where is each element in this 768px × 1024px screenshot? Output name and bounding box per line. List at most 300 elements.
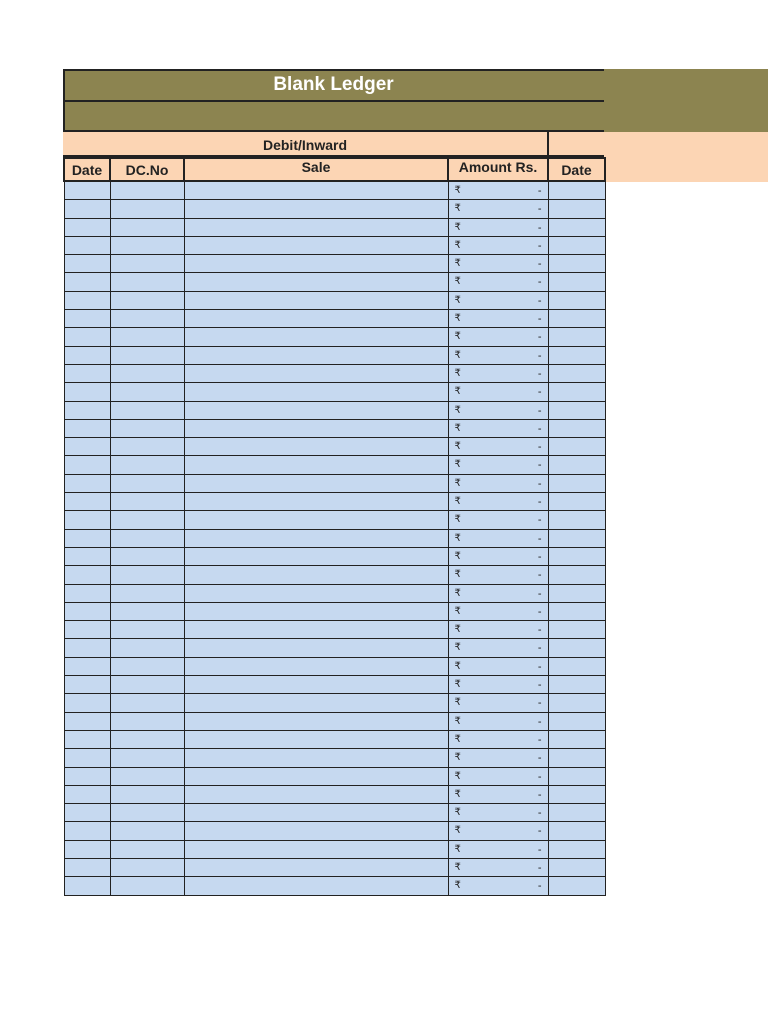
amount-value: - <box>537 185 542 197</box>
ledger-rows <box>64 181 605 895</box>
table-row <box>64 291 605 309</box>
sale-cell[interactable] <box>184 401 448 419</box>
sale-cell[interactable] <box>184 438 448 456</box>
table-row <box>64 401 605 419</box>
date-2-cell[interactable] <box>548 291 605 309</box>
dc-no-cell[interactable] <box>110 877 184 895</box>
amount-value: - <box>537 752 542 765</box>
section-heading: Debit/Inward <box>262 137 347 153</box>
sale-cell[interactable] <box>184 749 448 767</box>
ledger-title-row <box>63 72 768 98</box>
amount-cell[interactable] <box>448 200 548 218</box>
amount-cell[interactable] <box>448 273 548 291</box>
dc-no-cell[interactable] <box>110 218 184 236</box>
rupee-symbol: ₹ <box>454 294 461 306</box>
dc-no-cell[interactable] <box>110 547 184 565</box>
date-2-cell[interactable] <box>548 840 605 858</box>
amount-cell[interactable] <box>448 858 548 876</box>
dc-no-cell[interactable] <box>110 804 184 822</box>
date-cell[interactable] <box>64 547 110 565</box>
amount-cell[interactable] <box>448 547 548 565</box>
rupee-symbol: ₹ <box>454 788 461 800</box>
rupee-symbol: ₹ <box>454 569 461 581</box>
sale-cell[interactable] <box>184 730 448 748</box>
date-2-cell[interactable] <box>548 822 605 840</box>
date-cell[interactable] <box>64 529 110 547</box>
date-cell[interactable] <box>64 767 110 785</box>
amount-cell[interactable] <box>448 438 548 456</box>
sale-cell[interactable] <box>184 310 448 328</box>
sale-cell[interactable] <box>184 566 448 584</box>
amount-cell[interactable] <box>448 712 548 730</box>
date-cell[interactable] <box>64 676 110 694</box>
sale-cell[interactable] <box>184 639 448 657</box>
table-row <box>64 456 605 474</box>
sale-cell[interactable] <box>184 694 448 712</box>
date-cell[interactable] <box>64 840 110 858</box>
sale-cell[interactable] <box>184 602 448 620</box>
dc-no-cell[interactable] <box>110 474 184 492</box>
ledger-title: Blank Ledger <box>273 74 394 95</box>
sale-cell[interactable] <box>184 858 448 876</box>
amount-cell[interactable] <box>448 639 548 657</box>
date-2-cell[interactable] <box>548 621 605 639</box>
dc-no-cell[interactable] <box>110 383 184 401</box>
sale-cell[interactable] <box>184 547 448 565</box>
amount-value: - <box>537 496 542 509</box>
date-2-cell[interactable] <box>548 584 605 602</box>
table-row <box>64 547 605 565</box>
amount-cell[interactable] <box>448 529 548 547</box>
rupee-symbol: ₹ <box>454 367 461 379</box>
sale-cell[interactable] <box>184 804 448 822</box>
rupee-symbol: ₹ <box>454 733 461 745</box>
date-cell[interactable] <box>64 712 110 730</box>
date-2-cell[interactable] <box>548 877 605 895</box>
dc-no-cell[interactable] <box>110 694 184 712</box>
sale-cell[interactable] <box>184 181 448 200</box>
rupee-symbol: ₹ <box>454 843 461 855</box>
column-header-date-2: Date <box>548 158 605 181</box>
table-row <box>64 566 605 584</box>
sale-cell[interactable] <box>184 236 448 254</box>
dc-no-cell[interactable] <box>110 822 184 840</box>
date-2-cell[interactable] <box>548 493 605 511</box>
table-row <box>64 511 605 529</box>
table-row <box>64 840 605 858</box>
amount-cell[interactable] <box>448 456 548 474</box>
amount-cell[interactable] <box>448 493 548 511</box>
amount-cell[interactable] <box>448 749 548 767</box>
rupee-symbol: ₹ <box>454 752 461 764</box>
date-cell[interactable] <box>64 328 110 346</box>
rupee-symbol: ₹ <box>454 697 461 709</box>
amount-value: - <box>537 660 542 673</box>
date-2-cell[interactable] <box>548 346 605 364</box>
dc-no-cell[interactable] <box>110 255 184 273</box>
amount-value: - <box>537 294 542 307</box>
date-cell[interactable] <box>64 602 110 620</box>
sale-cell[interactable] <box>184 676 448 694</box>
dc-no-cell[interactable] <box>110 236 184 254</box>
title-divider <box>63 100 604 102</box>
amount-cell[interactable] <box>448 419 548 437</box>
dc-no-cell[interactable] <box>110 657 184 675</box>
date-2-cell[interactable] <box>548 694 605 712</box>
amount-cell[interactable] <box>448 566 548 584</box>
sale-cell[interactable] <box>184 767 448 785</box>
sale-cell[interactable] <box>184 511 448 529</box>
dc-no-cell[interactable] <box>110 858 184 876</box>
amount-value: - <box>537 843 542 856</box>
dc-no-cell[interactable] <box>110 712 184 730</box>
amount-value: - <box>537 770 542 783</box>
dc-no-cell[interactable] <box>110 529 184 547</box>
date-cell[interactable] <box>64 877 110 895</box>
table-row <box>64 602 605 620</box>
date-cell[interactable] <box>64 493 110 511</box>
amount-value: - <box>537 258 542 271</box>
date-2-cell[interactable] <box>548 676 605 694</box>
amount-cell[interactable] <box>448 657 548 675</box>
date-cell[interactable] <box>64 273 110 291</box>
sale-cell[interactable] <box>184 657 448 675</box>
amount-value: - <box>537 679 542 692</box>
date-cell[interactable] <box>64 218 110 236</box>
rupee-symbol: ₹ <box>454 221 461 233</box>
table-row <box>64 273 605 291</box>
amount-cell[interactable] <box>448 218 548 236</box>
sale-cell[interactable] <box>184 346 448 364</box>
table-row <box>64 858 605 876</box>
dc-no-cell[interactable] <box>110 639 184 657</box>
rupee-symbol: ₹ <box>454 496 461 508</box>
date-2-cell[interactable] <box>548 328 605 346</box>
dc-no-cell[interactable] <box>110 456 184 474</box>
sale-cell[interactable] <box>184 419 448 437</box>
date-cell[interactable] <box>64 346 110 364</box>
dc-no-cell[interactable] <box>110 676 184 694</box>
date-cell[interactable] <box>64 785 110 803</box>
date-2-cell[interactable] <box>548 730 605 748</box>
date-2-cell[interactable] <box>548 566 605 584</box>
date-cell[interactable] <box>64 310 110 328</box>
rupee-symbol: ₹ <box>454 660 461 672</box>
amount-value: - <box>537 349 542 362</box>
date-2-cell[interactable] <box>548 273 605 291</box>
table-row <box>64 383 605 401</box>
sale-cell[interactable] <box>184 364 448 382</box>
dc-no-cell[interactable] <box>110 291 184 309</box>
table-row <box>64 200 605 218</box>
amount-cell[interactable] <box>448 822 548 840</box>
date-2-cell[interactable] <box>548 218 605 236</box>
amount-value: - <box>537 825 542 838</box>
date-cell[interactable] <box>64 181 110 200</box>
rupee-symbol: ₹ <box>454 422 461 434</box>
date-cell[interactable] <box>64 858 110 876</box>
sale-cell[interactable] <box>184 712 448 730</box>
date-cell[interactable] <box>64 511 110 529</box>
dc-no-cell[interactable] <box>110 584 184 602</box>
date-cell[interactable] <box>64 401 110 419</box>
sale-cell[interactable] <box>184 529 448 547</box>
date-2-cell[interactable] <box>548 547 605 565</box>
rupee-symbol: ₹ <box>454 185 461 196</box>
amount-cell[interactable] <box>448 785 548 803</box>
column-header-date: Date <box>64 158 110 181</box>
amount-value: - <box>537 386 542 399</box>
table-row <box>64 181 605 200</box>
dc-no-cell[interactable] <box>110 200 184 218</box>
table-row <box>64 218 605 236</box>
table-row <box>64 804 605 822</box>
table-row <box>64 236 605 254</box>
dc-no-cell[interactable] <box>110 749 184 767</box>
rupee-symbol: ₹ <box>454 642 461 654</box>
table-row <box>64 364 605 382</box>
date-cell[interactable] <box>64 749 110 767</box>
table-row <box>64 657 605 675</box>
dc-no-cell[interactable] <box>110 767 184 785</box>
amount-value: - <box>537 239 542 252</box>
date-cell[interactable] <box>64 822 110 840</box>
table-row <box>64 749 605 767</box>
table-row <box>64 328 605 346</box>
date-cell[interactable] <box>64 657 110 675</box>
date-2-cell[interactable] <box>548 804 605 822</box>
amount-value: - <box>537 788 542 801</box>
table-row <box>64 438 605 456</box>
date-cell[interactable] <box>64 364 110 382</box>
sale-cell[interactable] <box>184 584 448 602</box>
date-cell[interactable] <box>64 255 110 273</box>
amount-value: - <box>537 715 542 728</box>
rupee-symbol: ₹ <box>454 605 461 617</box>
date-2-cell[interactable] <box>548 181 605 200</box>
date-2-cell[interactable] <box>548 383 605 401</box>
sale-cell[interactable] <box>184 785 448 803</box>
amount-value: - <box>537 221 542 234</box>
amount-cell[interactable] <box>448 694 548 712</box>
amount-cell[interactable] <box>448 328 548 346</box>
date-2-cell[interactable] <box>548 438 605 456</box>
date-2-cell[interactable] <box>548 657 605 675</box>
date-2-cell[interactable] <box>548 858 605 876</box>
amount-value: - <box>537 569 542 582</box>
amount-value: - <box>537 807 542 820</box>
date-2-cell[interactable] <box>548 639 605 657</box>
dc-no-cell[interactable] <box>110 419 184 437</box>
table-row <box>64 419 605 437</box>
date-2-cell[interactable] <box>548 310 605 328</box>
rupee-symbol: ₹ <box>454 404 461 416</box>
rupee-symbol: ₹ <box>454 477 461 489</box>
dc-no-cell[interactable] <box>110 346 184 364</box>
amount-value: - <box>537 605 542 618</box>
rupee-symbol: ₹ <box>454 532 461 544</box>
rupee-symbol: ₹ <box>454 459 461 471</box>
date-cell[interactable] <box>64 804 110 822</box>
dc-no-cell[interactable] <box>110 840 184 858</box>
sale-cell[interactable] <box>184 255 448 273</box>
date-2-cell[interactable] <box>548 749 605 767</box>
rupee-symbol: ₹ <box>454 349 461 361</box>
rupee-symbol: ₹ <box>454 239 461 251</box>
amount-cell[interactable] <box>448 511 548 529</box>
date-2-cell[interactable] <box>548 712 605 730</box>
table-row <box>64 474 605 492</box>
sale-cell[interactable] <box>184 474 448 492</box>
amount-cell[interactable] <box>448 767 548 785</box>
table-row <box>64 822 605 840</box>
date-cell[interactable] <box>64 236 110 254</box>
table-row <box>64 877 605 895</box>
date-cell[interactable] <box>64 200 110 218</box>
date-2-cell[interactable] <box>548 529 605 547</box>
sale-cell[interactable] <box>184 877 448 895</box>
date-cell[interactable] <box>64 621 110 639</box>
date-2-cell[interactable] <box>548 511 605 529</box>
amount-cell[interactable] <box>448 255 548 273</box>
amount-cell[interactable] <box>448 621 548 639</box>
date-cell[interactable] <box>64 566 110 584</box>
dc-no-cell[interactable] <box>110 401 184 419</box>
date-cell[interactable] <box>64 456 110 474</box>
sale-cell[interactable] <box>184 621 448 639</box>
amount-value: - <box>537 550 542 563</box>
dc-no-cell[interactable] <box>110 438 184 456</box>
dc-no-cell[interactable] <box>110 273 184 291</box>
table-row <box>64 346 605 364</box>
date-2-cell[interactable] <box>548 767 605 785</box>
amount-value: - <box>537 331 542 344</box>
date-2-cell[interactable] <box>548 785 605 803</box>
date-cell[interactable] <box>64 639 110 657</box>
dc-no-cell[interactable] <box>110 181 184 200</box>
amount-cell[interactable] <box>448 310 548 328</box>
amount-cell[interactable] <box>448 676 548 694</box>
amount-cell[interactable] <box>448 584 548 602</box>
amount-cell[interactable] <box>448 474 548 492</box>
amount-cell[interactable] <box>448 840 548 858</box>
date-cell[interactable] <box>64 438 110 456</box>
sale-cell[interactable] <box>184 291 448 309</box>
date-cell[interactable] <box>64 419 110 437</box>
date-2-cell[interactable] <box>548 401 605 419</box>
sale-cell[interactable] <box>184 822 448 840</box>
amount-value: - <box>537 367 542 380</box>
date-2-cell[interactable] <box>548 474 605 492</box>
table-row <box>64 712 605 730</box>
date-2-cell[interactable] <box>548 200 605 218</box>
dc-no-cell[interactable] <box>110 511 184 529</box>
amount-value: - <box>537 422 542 435</box>
sale-cell[interactable] <box>184 456 448 474</box>
sale-cell[interactable] <box>184 328 448 346</box>
date-cell[interactable] <box>64 383 110 401</box>
amount-value: - <box>537 459 542 472</box>
date-2-cell[interactable] <box>548 236 605 254</box>
date-2-cell[interactable] <box>548 255 605 273</box>
date-cell[interactable] <box>64 694 110 712</box>
rupee-symbol: ₹ <box>454 807 461 819</box>
amount-cell[interactable] <box>448 291 548 309</box>
date-cell[interactable] <box>64 730 110 748</box>
sale-cell[interactable] <box>184 273 448 291</box>
date-cell[interactable] <box>64 291 110 309</box>
table-row <box>64 767 605 785</box>
amount-value: - <box>537 404 542 417</box>
dc-no-cell[interactable] <box>110 621 184 639</box>
amount-cell[interactable] <box>448 730 548 748</box>
rupee-symbol: ₹ <box>454 624 461 636</box>
dc-no-cell[interactable] <box>110 328 184 346</box>
amount-cell[interactable] <box>448 602 548 620</box>
amount-cell[interactable] <box>448 877 548 895</box>
date-cell[interactable] <box>64 474 110 492</box>
sale-cell[interactable] <box>184 840 448 858</box>
amount-value: - <box>537 880 542 893</box>
dc-no-cell[interactable] <box>110 785 184 803</box>
date-2-cell[interactable] <box>548 456 605 474</box>
amount-cell[interactable] <box>448 364 548 382</box>
rupee-symbol: ₹ <box>454 861 461 873</box>
amount-cell[interactable] <box>448 401 548 419</box>
column-header-sale: Sale <box>184 158 448 181</box>
dc-no-cell[interactable] <box>110 730 184 748</box>
date-2-cell[interactable] <box>548 602 605 620</box>
rupee-symbol: ₹ <box>454 550 461 562</box>
rupee-symbol: ₹ <box>454 679 461 691</box>
amount-cell[interactable] <box>448 383 548 401</box>
table-row <box>64 694 605 712</box>
table-row <box>64 639 605 657</box>
amount-value: - <box>537 477 542 490</box>
date-2-cell[interactable] <box>548 419 605 437</box>
sale-cell[interactable] <box>184 383 448 401</box>
dc-no-cell[interactable] <box>110 566 184 584</box>
amount-value: - <box>537 733 542 746</box>
dc-no-cell[interactable] <box>110 602 184 620</box>
date-2-cell[interactable] <box>548 364 605 382</box>
amount-value: - <box>537 861 542 874</box>
ledger-table <box>63 157 606 896</box>
amount-cell[interactable] <box>448 804 548 822</box>
amount-value: - <box>537 441 542 454</box>
dc-no-cell[interactable] <box>110 310 184 328</box>
amount-cell[interactable] <box>448 346 548 364</box>
amount-value: - <box>537 642 542 655</box>
amount-cell[interactable] <box>448 236 548 254</box>
sale-cell[interactable] <box>184 200 448 218</box>
amount-value: - <box>537 587 542 600</box>
table-row <box>64 493 605 511</box>
rupee-symbol: ₹ <box>454 587 461 599</box>
sale-cell[interactable] <box>184 493 448 511</box>
date-cell[interactable] <box>64 584 110 602</box>
amount-cell[interactable] <box>448 181 548 200</box>
rupee-symbol: ₹ <box>454 331 461 343</box>
dc-no-cell[interactable] <box>110 493 184 511</box>
column-header-dc-no: DC.No <box>110 158 184 181</box>
sale-cell[interactable] <box>184 218 448 236</box>
amount-value: - <box>537 313 542 326</box>
section-right-cell <box>547 132 604 156</box>
rupee-symbol: ₹ <box>454 258 461 270</box>
rupee-symbol: ₹ <box>454 770 461 782</box>
dc-no-cell[interactable] <box>110 364 184 382</box>
